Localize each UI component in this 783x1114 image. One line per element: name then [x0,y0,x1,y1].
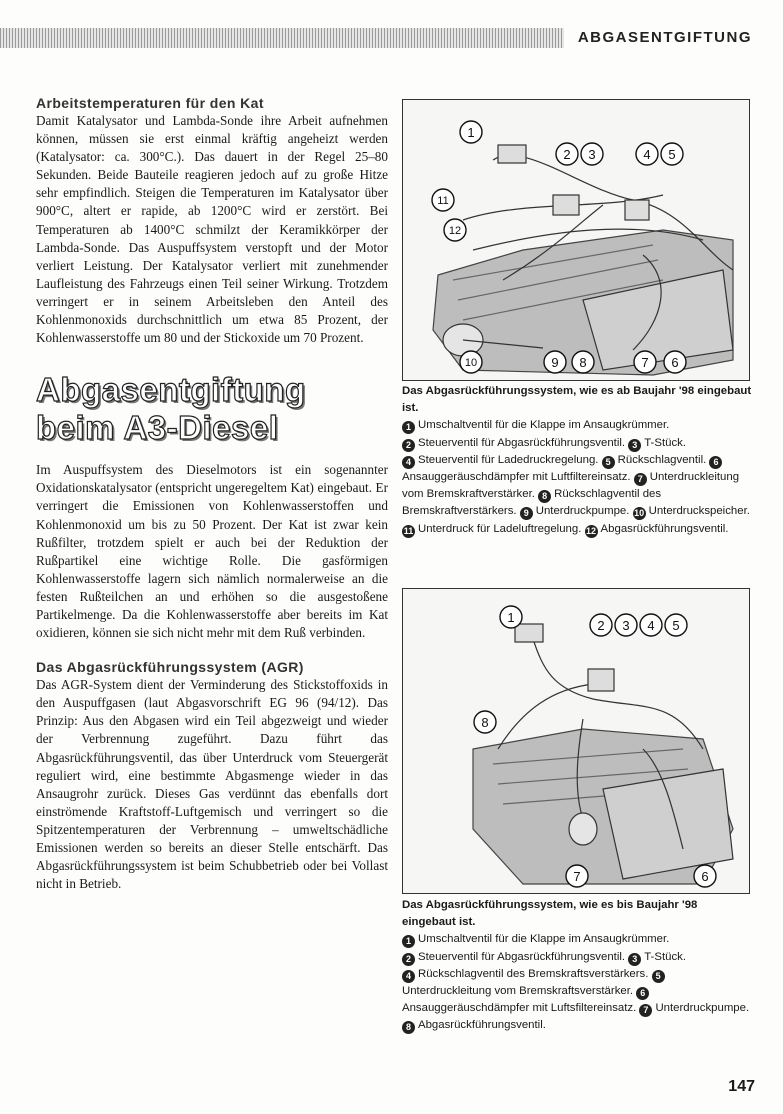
figure-egr-until-98 [402,588,750,894]
section-heading-agr: Das Abgasrückführungssystem (AGR) [36,659,304,676]
figure-egr-from-98 [402,99,750,381]
paragraph-kat-temperature: Damit Katalysator und Lambda-Sonde ihre Arbeit aufnehmen können, müssen sie erst einmal kräftig angeheizt werden (Katalysator: ca. 300°C.). Das dauert in der Regel 25–80 Sekunden. Beide Bauteile reagieren jedoch auf zu große Hitze sehr empfindlich. Steigen die Temperaturen im Katalysator über 900°C, altert er rapide, ab 1200°C wird er zerstört. Bei Temperaturen ab 1400°C schmilzt der Keramikkörper der Lambda-Sonde. Das Auspuffsystem verstopft und der Motor verliert Leistung. Der Katalysator verliert mit zunehmender Laufleistung des Fahrzeugs einen Teil seiner Wirkung. Trotzdem verringert er in seinem Arbeitsleben den Anteil des Kohlenmonoxids durchschnittlich um etwa 85 Prozent, der Kohlenwasserstoffe um 80 und der Stickoxide um 70 Prozent. [36,113,388,346]
svg-text:9: 9 [551,355,559,370]
svg-text:4: 4 [647,618,655,633]
svg-text:7: 7 [641,355,649,370]
figure2-caption-title: Das Abgasrückführungssystem, wie es bis Baujahr '98 eingebaut ist. [402,899,698,929]
figure1-caption-title: Das Abgasrückführungssystem, wie es ab Baujahr '98 eingebaut ist. [402,385,752,415]
chapter-title-line2: beim A3-Diesel [36,409,279,447]
chapter-title-line1: Abgasentgiftung [36,371,306,409]
svg-text:11: 11 [437,195,449,207]
svg-text:6: 6 [671,355,679,370]
paragraph-agr: Das AGR-System dient der Verminderung des Stickstoffoxids in den Auspuffgasen (laut Abgasvorschrift EG 96 (94/12). Das Prinzip: Aus den Abgasen wird ein Teil abgezweigt und wieder der Verbrennung zugeführt. Dazu führt das Abgasrückführungsventil, das über Unterdruck vom Steuergerät reguliert wird, eine bestimmte Abgasmenge wieder in das Ansaugrohr zurück. Dieses Gas verdünnt das ebenfalls dort einströmende Kraftstoff-Luftgemisch und verringert so die Spitzentemperaturen der Verbrennung – umweltschädliche Emissionen werden so bereits an dieser Stelle entschärft. Das Abgasrückführungssystem ist beim Schubbetrieb oder bei Vollast nicht in Betrieb. [36,677,388,892]
svg-text:7: 7 [573,869,581,884]
svg-text:1: 1 [507,610,515,625]
paragraph-diesel-kat: Im Auspuffsystem des Dieselmotors ist ein sogenannter Oxidationskatalysator (entspricht ungeregeltem Kat) eingebaut. Er verringert die Emissionen von Kohlenwasserstoffen und Kohlenmonoxid um bis zu 50 Prozent. Der Kat ist zwar kein Rußfilter, trotzdem spielt er auch bei der Reduktion der Rußpartikel eine wichtige Rolle. Die gasförmigen Kohlenwasserstoffe lagern sich nämlich normalerweise an die festen Rußteilchen an und erhöhen so die ausgestoßene Partikelmenge. Da die Kohlenwasserstoffe aber bereits im Kat oxidieren, können sie sich nicht mehr mit dem Ruß verbinden. [36,462,388,641]
engine-diagram-2 [403,589,749,893]
section-heading-kat-temperature: Arbeitstemperaturen für den Kat [36,95,264,111]
svg-text:12: 12 [448,225,462,237]
svg-text:5: 5 [672,618,680,633]
engine-diagram-1 [403,100,749,380]
svg-text:4: 4 [643,147,651,162]
svg-text:2: 2 [563,147,571,162]
svg-text:5: 5 [668,147,676,162]
left-column [36,94,388,893]
svg-text:8: 8 [579,355,587,370]
figure1-caption [402,383,752,538]
svg-text:6: 6 [701,869,709,884]
svg-text:10: 10 [464,357,478,369]
svg-text:1: 1 [467,125,475,140]
svg-text:2: 2 [597,618,605,633]
svg-text:3: 3 [622,618,630,633]
header-rule [0,28,760,48]
figure1-caption-items: 1 Umschaltventil für die Klappe im Ansaugkrümmer. 2 Steuerventil für Abgasrückführungsventil. 3 T-Stück. 4 Steuerventil für Ladedruckregelung. 5 Rückschlagventil. 6Ansauggeräuschdämpfer mit Luftfiltereinsatz. 7 Unterdruckleitung vom Bremskraftverstärker. 8 Rückschlagventil des Bremskraftverstärkers. 9 Unterdruckpumpe. 10 Unterdruckspeicher. 11 Unterdruck für Ladeluftregelung. 12 Abgasrückführungsventil. [402,419,750,536]
svg-text:8: 8 [481,715,489,730]
page-number: 147 [728,1078,755,1095]
running-header: ABGASENTGIFTUNG [564,28,760,48]
svg-text:3: 3 [588,147,596,162]
figure2-caption-items: 1 Umschaltventil für die Klappe im Ansaugkrümmer. 2 Steuerventil für Abgasrückführungsventil. 3 T-Stück. 4 Rückschlagventil des Bremskraftsverstärkers. 5Unterdruckleitung vom Bremskraftsverstärker. 6Ansauggeräuschdämpfer mit Luftsfiltereinsatz. 7 Unterdruckpumpe. 8 Abgasrückführungsventil. [402,933,750,1033]
figure2-caption [402,897,752,1035]
